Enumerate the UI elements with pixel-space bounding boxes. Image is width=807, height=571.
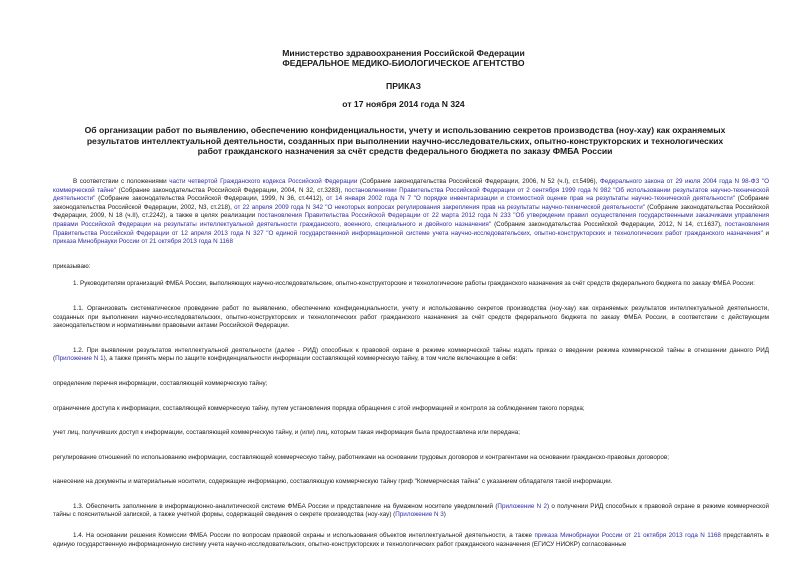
resolution-982-link[interactable]: постановлениями Правительства Российской Федерации от 2 сентября 1999 года N 982 "Об использовании результатов научно-технической деятельности" xyxy=(53,186,769,203)
document-date: от 17 ноября 2014 года N 324 xyxy=(342,99,465,109)
document-body xyxy=(53,178,769,549)
preamble-text: и xyxy=(762,229,769,237)
measure-2: ограничение доступа к информации, составляющей коммерческую тайну, путем установления порядка обращения с этой информацией и контроля за соблюдением такого порядка; xyxy=(53,404,585,412)
item-1-2-text: ), а также принять меры по защите конфиденциальности информации составляющей коммерческую тайну, в том числе включающие в себя: xyxy=(103,355,518,363)
resolution-327-link[interactable]: постановления Правительства Российской Федерации от 12 апреля 2013 года N 327 "О единой государственной информационной системе учета научно-исследовательских, опытно-конструкторских и технологических работ гражданского назначения" xyxy=(53,220,770,237)
item-1-3-text: 1.3. Обеспечить заполнение в информационно-аналитической системе ФМБА России и представление на бумажном носителе уведомлений ( xyxy=(73,502,498,510)
item-1: 1. Руководителям организаций ФМБА России, выполняющих научно-исследовательские, опытно-конструкторские и технологические работы гражданского назначения за счёт средств федерального бюджета по заказу ФМБА России: xyxy=(73,280,755,288)
civil-code-link[interactable]: части четвертой Гражданского кодекса Российской Федерации xyxy=(169,178,358,185)
resolution-233-link[interactable]: постановления Правительства Российской Федерации от 22 марта 2012 года N 233 "Об утверждении правил осуществления государственными заказчиками управления правами Российской Федерации на результаты интеллектуальной деятельности гражданского, военного, специального и двойного назначения" xyxy=(53,212,769,228)
item-1-2 xyxy=(53,347,769,364)
order-1168-link-2[interactable]: приказа Минобрнауки России от 21 октября 2013 года N 1168 xyxy=(534,532,721,540)
resolution-342-link[interactable]: от 22 апреля 2009 года N 342 "О некоторых вопросах регулирования закрепления прав на результаты научно-технической деятельности" xyxy=(234,203,645,211)
measure-5: нанесение на документы и материальные носители, содержащие информацию, составляющую коммерческую тайну гриф "Коммерческая тайна" с указанием обладателя такой информации. xyxy=(53,478,613,486)
federal-law-link[interactable]: Федерального закона от 29 июля 2004 года N 98-ФЗ "О коммерческой тайне" xyxy=(53,178,769,194)
item-1-4-text: представлять в единую государственную информационную систему учета научно-исследовательских, опытно-конструкторских и технологических работ гражданского назначения (ЕГИСУ НИОКР) согласованные xyxy=(53,532,769,548)
item-1-2-text: 1.2. При выявлении результатов интеллектуальной деятельности (далее - РИД) способных к правовой охране в режиме коммерческой тайны издать приказ о введении режима коммерческой тайны в отношении данного РИД ( xyxy=(53,346,769,363)
order-1168-link[interactable]: приказа Минобрнауки России от 21 октября 2013 года N 1168 xyxy=(53,238,233,246)
item-1-4 xyxy=(53,532,769,549)
appendix-1-link[interactable]: Приложение N 1 xyxy=(55,355,104,363)
preamble-text: (Собрание законодательства Российской Федерации, 2012, N 14, ст.1637), xyxy=(491,220,725,228)
measure-3: учет лиц, получивших доступ к информации, составляющей коммерческую тайну, и (или) лиц, которым такая информация была предоставлена или передана; xyxy=(53,429,520,437)
preamble-text: (Собрание законодательства Российской Федерации, 2002, N3, ст.218), xyxy=(53,195,769,211)
item-1-3 xyxy=(53,503,769,520)
preamble-text: В соответствии с положениями xyxy=(73,178,170,185)
item-1-3-text: ) xyxy=(443,511,446,519)
measure-4: регулирование отношений по использованию информации, составляющей коммерческую тайну, работниками на основании трудовых договоров и контрагентами на основании гражданско-правовых договоров; xyxy=(53,453,669,461)
item-1-4-text: 1.4. На основании решения Комиссии ФМБА России по вопросам правовой охраны и использования объектов интеллектуальной деятельности, а также xyxy=(73,532,535,540)
appendix-3-link[interactable]: Приложение N 3 xyxy=(395,511,444,519)
document-title: Об организации работ по выявлению, обеспечению конфиденциальности, учету и использованию секретов производства (ноу-хау) как охраняемых результатов интеллектуальной деятельности, созданных при выполнении научно-исследовательских, опытно-конструкторских и технологических работ гражданского назначения за счёт средств федерального бюджета по заказу ФМБА России xyxy=(84,125,726,157)
order-word: приказываю: xyxy=(53,262,91,270)
preamble-text: (Собрание законодательства Российской Федерации, 2006, N 52 (ч.I), ст.5496), xyxy=(357,178,600,185)
document-type: ПРИКАЗ xyxy=(386,81,421,91)
agency-name: ФЕДЕРАЛЬНОЕ МЕДИКО-БИОЛОГИЧЕСКОЕ АГЕНТСТВО xyxy=(282,58,525,68)
preamble-text: (Собрание законодательства Российской Федерации, 1999, N 36, ст.4412), xyxy=(95,195,327,203)
resolution-7-link[interactable]: от 14 января 2002 года N 7 "О порядке инвентаризации и стоимостной оценке прав на результаты научно-технической деятельности" xyxy=(326,195,735,203)
appendix-2-link[interactable]: Приложение N 2 xyxy=(497,502,547,510)
ministry-name: Министерство здравоохранения Российской Федерации xyxy=(282,48,525,58)
preamble-paragraph xyxy=(53,178,769,247)
item-1-3-text: ) о получении РИД способных к правовой охране в режиме коммерческой тайны с пояснительной запиской, а также учетной формы, содержащей сведения о секрете производства (ноу-хау) ( xyxy=(53,502,769,519)
item-1-1: 1.1. Организовать систематическое проведение работ по выявлению, обеспечению конфиденциальности, учету и использованию секретов производства (ноу-хау) как охраняемых результатов интеллектуальной деятельности, созданных при выполнении научно-исследовательских, опытно-конструкторских и технологических работ гражданского назначения за счёт средств федерального бюджета по заказу ФМБА России, в соответствии с действующим законодательством и нормативными правовыми актами Российской Федерации. xyxy=(53,304,769,330)
preamble-text: (Собрание законодательства Российской Федерации, 2004, N 32, ст.3283), xyxy=(116,186,345,194)
preamble-text: (Собрание законодательства Российской Федерации, 2009, N 18 (ч.II), ст.2242), а также в целях реализации xyxy=(53,203,769,220)
measure-1: определение перечня информации, составляющей коммерческую тайну; xyxy=(53,379,268,387)
